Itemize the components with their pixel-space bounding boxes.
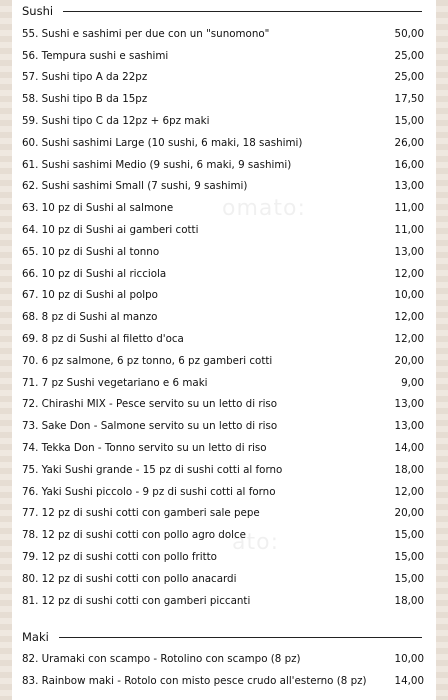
menu-item-price: 12,00	[394, 333, 424, 346]
menu-item-price: 20,00	[394, 354, 424, 367]
menu-item-name: 75. Yaki Sushi grande - 15 pz di sushi cotti al forno	[22, 463, 283, 476]
menu-item-name: 76. Yaki Sushi piccolo - 9 pz di sushi cotti al forno	[22, 485, 276, 498]
menu-item-row	[12, 415, 436, 437]
menu-item-name: 63. 10 pz di Sushi al salmone	[22, 202, 174, 215]
menu-item-row	[12, 503, 436, 525]
menu-item-name: 66. 10 pz di Sushi al ricciola	[22, 267, 167, 280]
menu-item-row	[12, 568, 436, 590]
menu-item-price: 12,00	[394, 485, 424, 498]
menu-item-name: 83. Rainbow maki - Rotolo con misto pesce crudo all'esterno (8 pz)	[22, 674, 367, 687]
menu-item-row	[12, 67, 436, 89]
menu-item-price: 10,00	[394, 652, 424, 665]
menu-item-row	[12, 241, 436, 263]
section-header	[12, 0, 436, 22]
menu-item-name: 73. Sake Don - Salmone servito su un letto di riso	[22, 420, 278, 433]
menu-item-price: 25,00	[394, 49, 424, 62]
menu-item-row	[12, 524, 436, 546]
menu-item-price: 18,00	[394, 594, 424, 607]
menu-item-name: 71. 7 pz Sushi vegetariano e 6 maki	[22, 376, 208, 389]
menu-item-price: 15,00	[394, 529, 424, 542]
menu-item-row	[12, 670, 436, 692]
menu-item-name: 74. Tekka Don - Tonno servito su un letto di riso	[22, 442, 267, 455]
menu-item-name: 61. Sushi sashimi Medio (9 sushi, 6 maki, 9 sashimi)	[22, 158, 292, 171]
menu-item-name: 62. Sushi sashimi Small (7 sushi, 9 sashimi)	[22, 180, 248, 193]
menu-item-price: 10,00	[394, 289, 424, 302]
menu-item-price: 25,00	[394, 71, 424, 84]
menu-item-price: 16,00	[394, 158, 424, 171]
menu-item-price: 13,00	[394, 245, 424, 258]
menu-item-name: 67. 10 pz di Sushi al polpo	[22, 289, 158, 302]
menu-item-price: 20,00	[394, 507, 424, 520]
menu-item-name: 58. Sushi tipo B da 15pz	[22, 93, 148, 106]
menu-item-name: 70. 6 pz salmone, 6 pz tonno, 6 pz gamberi cotti	[22, 354, 273, 367]
menu-item-row	[12, 154, 436, 176]
menu-item-row	[12, 394, 436, 416]
menu-item-row	[12, 219, 436, 241]
menu-item-row	[12, 88, 436, 110]
menu-item-price: 15,00	[394, 572, 424, 585]
menu-item-price: 18,00	[394, 463, 424, 476]
menu-item-name: 79. 12 pz di sushi cotti con pollo fritto	[22, 551, 217, 564]
menu-item-name: 59. Sushi tipo C da 12pz + 6pz maki	[22, 115, 210, 128]
section-divider	[63, 11, 422, 12]
menu-item-price: 13,00	[394, 180, 424, 193]
menu-item-name: 64. 10 pz di Sushi ai gamberi cotti	[22, 224, 199, 237]
section-title: Sushi	[22, 4, 54, 18]
menu-item-row	[12, 328, 436, 350]
menu-item-name: 60. Sushi sashimi Large (10 sushi, 6 maki, 18 sashimi)	[22, 136, 303, 149]
menu-item-name: 65. 10 pz di Sushi al tonno	[22, 245, 160, 258]
menu-item-row	[12, 590, 436, 612]
menu-item-row	[12, 437, 436, 459]
menu-item-row	[12, 110, 436, 132]
section-divider	[59, 637, 422, 638]
menu-item-name: 69. 8 pz di Sushi al filetto d'oca	[22, 333, 184, 346]
menu-item-name: 57. Sushi tipo A da 22pz	[22, 71, 148, 84]
menu-item-price: 9,00	[401, 376, 424, 389]
menu-item-price: 11,00	[394, 202, 424, 215]
menu-item-price: 11,00	[394, 224, 424, 237]
menu-item-name: 55. Sushi e sashimi per due con un "sunomono"	[22, 27, 270, 40]
menu-item-name: 72. Chirashi MIX - Pesce servito su un letto di riso	[22, 398, 278, 411]
menu-item-row	[12, 350, 436, 372]
menu-item-price: 26,00	[394, 136, 424, 149]
menu-item-name: 68. 8 pz di Sushi al manzo	[22, 311, 158, 324]
menu-item-name: 56. Tempura sushi e sashimi	[22, 49, 169, 62]
menu-item-name: 81. 12 pz di sushi cotti con gamberi piccanti	[22, 594, 251, 607]
menu-item-price: 15,00	[394, 115, 424, 128]
menu-item-price: 12,00	[394, 311, 424, 324]
menu-item-row	[12, 263, 436, 285]
menu-item-name: 80. 12 pz di sushi cotti con pollo anacardi	[22, 572, 237, 585]
menu-item-row	[12, 132, 436, 154]
menu-item-price: 17,50	[394, 93, 424, 106]
menu-item-price: 14,00	[394, 674, 424, 687]
menu-item-row	[12, 285, 436, 307]
menu-item-name: 82. Uramaki con scampo - Rotolino con scampo (8 pz)	[22, 652, 301, 665]
menu-item-row	[12, 648, 436, 670]
menu-item-price: 13,00	[394, 398, 424, 411]
menu-item-price: 15,00	[394, 551, 424, 564]
menu-item-row	[12, 176, 436, 198]
section-header	[12, 626, 436, 648]
menu-item-row	[12, 306, 436, 328]
menu-item-row	[12, 197, 436, 219]
section-title: Maki	[22, 630, 49, 644]
menu-item-row	[12, 481, 436, 503]
menu-item-name: 78. 12 pz di sushi cotti con pollo agro dolce	[22, 529, 247, 542]
menu-item-row	[12, 23, 436, 45]
left-page-edge	[0, 0, 12, 700]
menu-item-price: 13,00	[394, 420, 424, 433]
menu-item-price: 50,00	[394, 27, 424, 40]
menu-item-price: 14,00	[394, 442, 424, 455]
right-page-edge	[436, 0, 448, 700]
menu-item-price: 12,00	[394, 267, 424, 280]
menu-item-row	[12, 546, 436, 568]
menu-item-row	[12, 45, 436, 67]
menu-item-name: 77. 12 pz di sushi cotti con gamberi sale pepe	[22, 507, 260, 520]
menu-item-row	[12, 372, 436, 394]
menu-item-row	[12, 459, 436, 481]
